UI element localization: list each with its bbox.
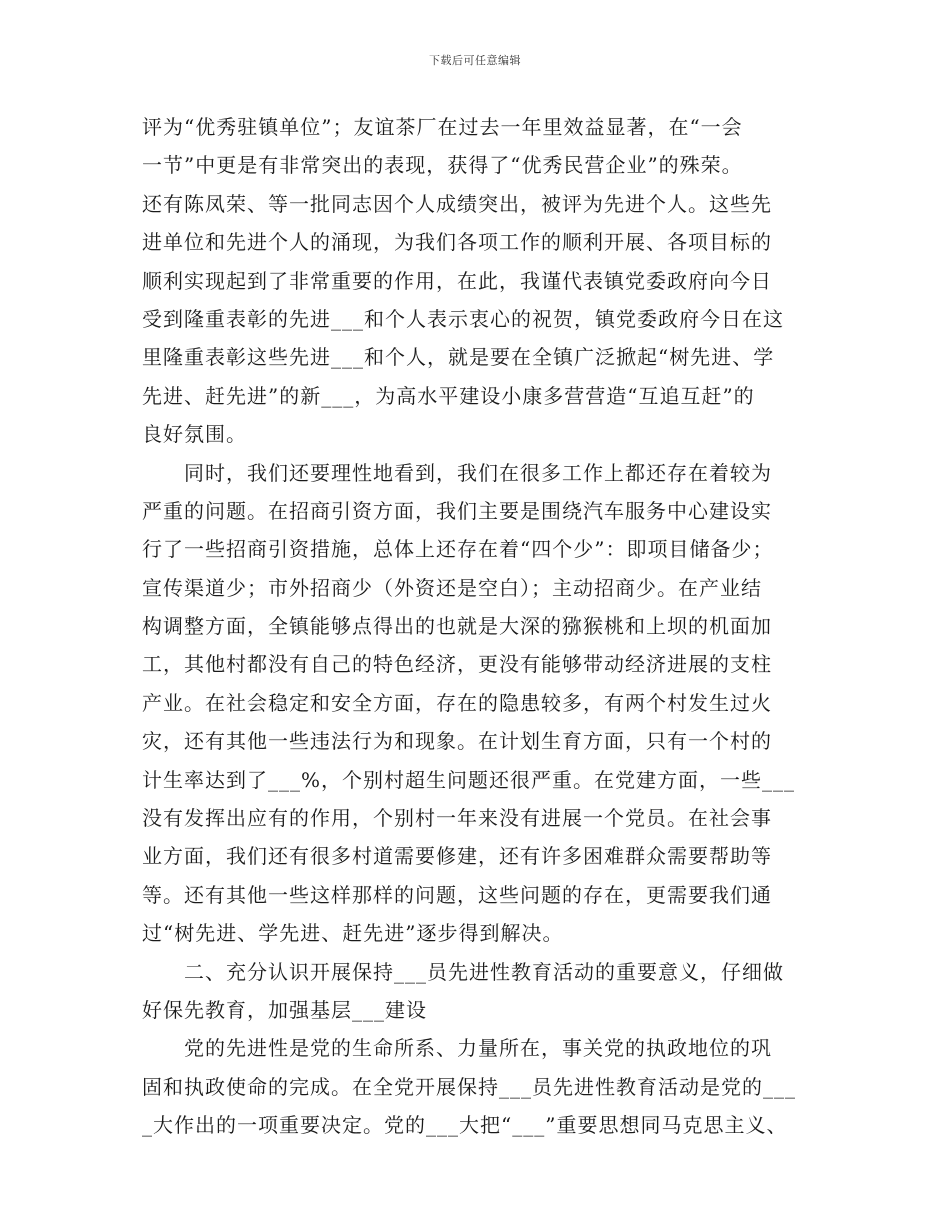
- text-line: 灾，还有其他一些违法行为和现象。在计划生育方面，只有一个村的: [142, 729, 772, 754]
- text-line: 顺利实现起到了非常重要的作用，在此，我谨代表镇党委政府向今日: [142, 268, 772, 293]
- text-line: 宣传渠道少；市外招商少（外资还是空白）；主动招商少。在产业结: [142, 575, 762, 600]
- text-line: _大作出的一项重要决定。党的___大把“___”重要思想同马克思主义、: [142, 1113, 788, 1138]
- text-line: 过“树先进、学先进、赶先进”逐步得到解决。: [142, 921, 564, 946]
- text-line: 计生率达到了___%，个别村超生问题还很严重。在党建方面，一些___: [142, 767, 796, 792]
- text-line: 好保先教育，加强基层___建设: [142, 997, 427, 1022]
- text-line: 还有陈凤荣、等一批同志因个人成绩突出，被评为先进个人。这些先: [142, 191, 772, 216]
- text-line: 固和执政使命的完成。在全党开展保持___员先进性教育活动是党的___: [142, 1074, 796, 1099]
- page-header-note: 下载后可任意编辑: [429, 54, 521, 67]
- text-line: 产业。在社会稳定和安全方面，存在的隐患较多，有两个村发生过火: [142, 690, 772, 715]
- text-line: 党的先进性是党的生命所系、力量所在，事关党的执政地位的巩: [142, 1036, 772, 1061]
- text-line: 进单位和先进个人的涌现，为我们各项工作的顺利开展、各项目标的: [142, 230, 772, 255]
- text-line: 等。还有其他一些这样那样的问题，这些问题的存在，更需要我们通: [142, 882, 772, 907]
- text-line: 二、充分认识开展保持___员先进性教育活动的重要意义，仔细做: [142, 959, 784, 984]
- text-line: 构调整方面，全镇能够点得出的也就是大深的猕猴桃和上坝的机面加: [142, 614, 772, 639]
- text-line: 先进、赶先进”的新___，为高水平建设小康多营营造“互追互赶”的: [142, 383, 755, 408]
- text-line: 良好氛围。: [142, 422, 247, 447]
- text-line: 里隆重表彰这些先进___和个人，就是要在全镇广泛掀起“树先进、学: [142, 345, 775, 370]
- document-body: [142, 108, 822, 1145]
- text-line: 受到隆重表彰的先进___和个人表示衷心的祝贺，镇党委政府今日在这: [142, 306, 784, 331]
- text-line: 行了一些招商引资措施，总体上还存在着“四个少”：即项目储备少；: [142, 537, 774, 562]
- text-line: 严重的问题。在招商引资方面，我们主要是围绕汽车服务中心建设实: [142, 498, 772, 523]
- text-line: 业方面，我们还有很多村道需要修建，还有许多困难群众需要帮助等: [142, 844, 772, 869]
- text-line: 评为“优秀驻镇单位”；友谊茶厂在过去一年里效益显著，在“一会: [142, 115, 743, 139]
- text-line: 没有发挥出应有的作用，个别村一年来没有进展一个党员。在社会事: [142, 806, 772, 831]
- text-line: 一节”中更是有非常突出的表现，获得了“优秀民营企业”的殊荣。: [142, 153, 743, 178]
- text-line: 工，其他村都没有自己的特色经济，更没有能够带动经济进展的支柱: [142, 652, 772, 677]
- text-line: 同时，我们还要理性地看到，我们在很多工作上都还存在着较为: [142, 460, 772, 485]
